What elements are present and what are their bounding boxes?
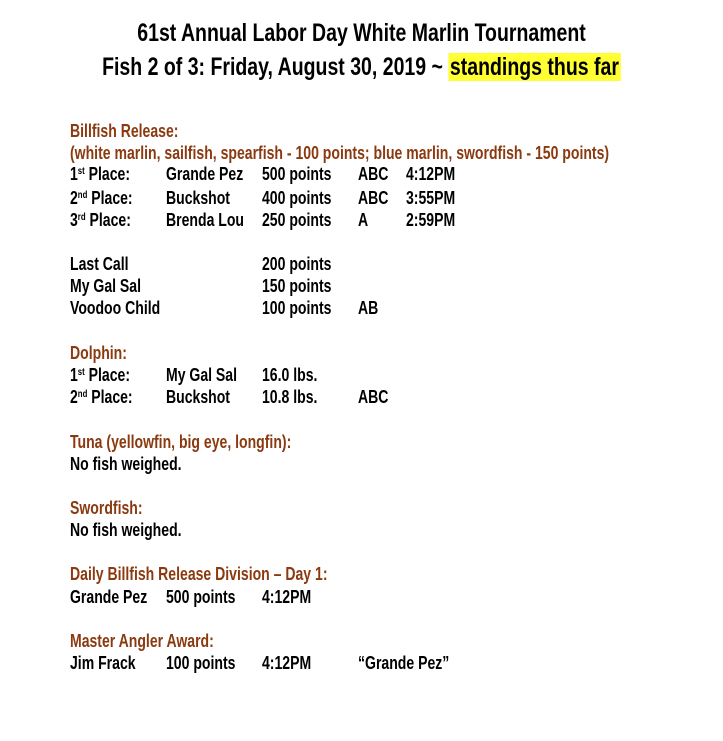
swordfish-result-text: No fish weighed. xyxy=(70,520,182,540)
billfish-heading-text: Billfish Release: xyxy=(70,121,179,141)
place-label: 2nd Place: xyxy=(70,188,133,208)
boat-name: My Gal Sal xyxy=(166,365,238,385)
boat-name: Brenda Lou xyxy=(166,210,245,230)
title-line-2-wrap xyxy=(102,52,620,82)
standings-highlight: standings thus far xyxy=(450,53,620,81)
boat-name: Buckshot xyxy=(166,188,230,208)
time: 4:12PM xyxy=(406,164,456,184)
points: 100 points xyxy=(166,653,236,673)
code: AB xyxy=(358,298,379,318)
dolphin-heading xyxy=(70,342,143,364)
boat-name: Last Call xyxy=(70,254,129,274)
code: A xyxy=(358,210,369,230)
points: 200 points xyxy=(262,254,332,274)
points: 400 points xyxy=(262,188,332,208)
tuna-result-text: No fish weighed. xyxy=(70,454,182,474)
points: 500 points xyxy=(262,164,332,184)
title-date: Fish 2 of 3: Friday, August 30, 2019 ~ xyxy=(102,53,444,81)
time: 3:55PM xyxy=(406,188,456,208)
weight: 10.8 lbs. xyxy=(262,387,318,407)
daily-heading xyxy=(70,563,400,585)
place-label: 2nd Place: xyxy=(70,387,133,407)
points: 150 points xyxy=(262,276,332,296)
code: ABC xyxy=(358,188,389,208)
title-line-1 xyxy=(0,18,723,48)
boat-name: “Grande Pez” xyxy=(358,653,450,673)
swordfish-heading-text: Swordfish: xyxy=(70,498,143,518)
boat-name: Voodoo Child xyxy=(70,298,161,318)
tuna-result xyxy=(70,453,213,475)
time: 2:59PM xyxy=(406,210,456,230)
billfish-subheading-text: (white marlin, sailfish, spearfish - 100 points; blue marlin, swordfish - 150 points) xyxy=(70,143,610,163)
master-heading xyxy=(70,630,254,652)
swordfish-heading xyxy=(70,497,163,519)
title-line-2 xyxy=(0,52,723,82)
billfish-heading xyxy=(70,120,209,142)
title-text: 61st Annual Labor Day White Marlin Tournament xyxy=(137,19,586,47)
angler-name: Jim Frack xyxy=(70,653,136,673)
master-heading-text: Master Angler Award: xyxy=(70,631,214,651)
place-label: 1st Place: xyxy=(70,365,131,385)
place-label: 1st Place: xyxy=(70,164,131,184)
boat-name: Grande Pez xyxy=(166,164,244,184)
code: ABC xyxy=(358,164,389,184)
time: 4:12PM xyxy=(262,587,312,607)
boat-name: My Gal Sal xyxy=(70,276,142,296)
boat-name: Grande Pez xyxy=(70,587,148,607)
boat-name: Buckshot xyxy=(166,387,230,407)
points: 100 points xyxy=(262,298,332,318)
time: 4:12PM xyxy=(262,653,312,673)
tuna-heading-text: Tuna (yellowfin, big eye, longfin): xyxy=(70,432,292,452)
weight: 16.0 lbs. xyxy=(262,365,318,385)
place-label: 3rd Place: xyxy=(70,210,131,230)
points: 500 points xyxy=(166,587,236,607)
billfish-subheading xyxy=(70,142,723,164)
tuna-heading xyxy=(70,431,354,453)
code: ABC xyxy=(358,387,389,407)
daily-heading-text: Daily Billfish Release Division – Day 1: xyxy=(70,564,328,584)
swordfish-result xyxy=(70,519,213,541)
points: 250 points xyxy=(262,210,332,230)
dolphin-heading-text: Dolphin: xyxy=(70,343,127,363)
